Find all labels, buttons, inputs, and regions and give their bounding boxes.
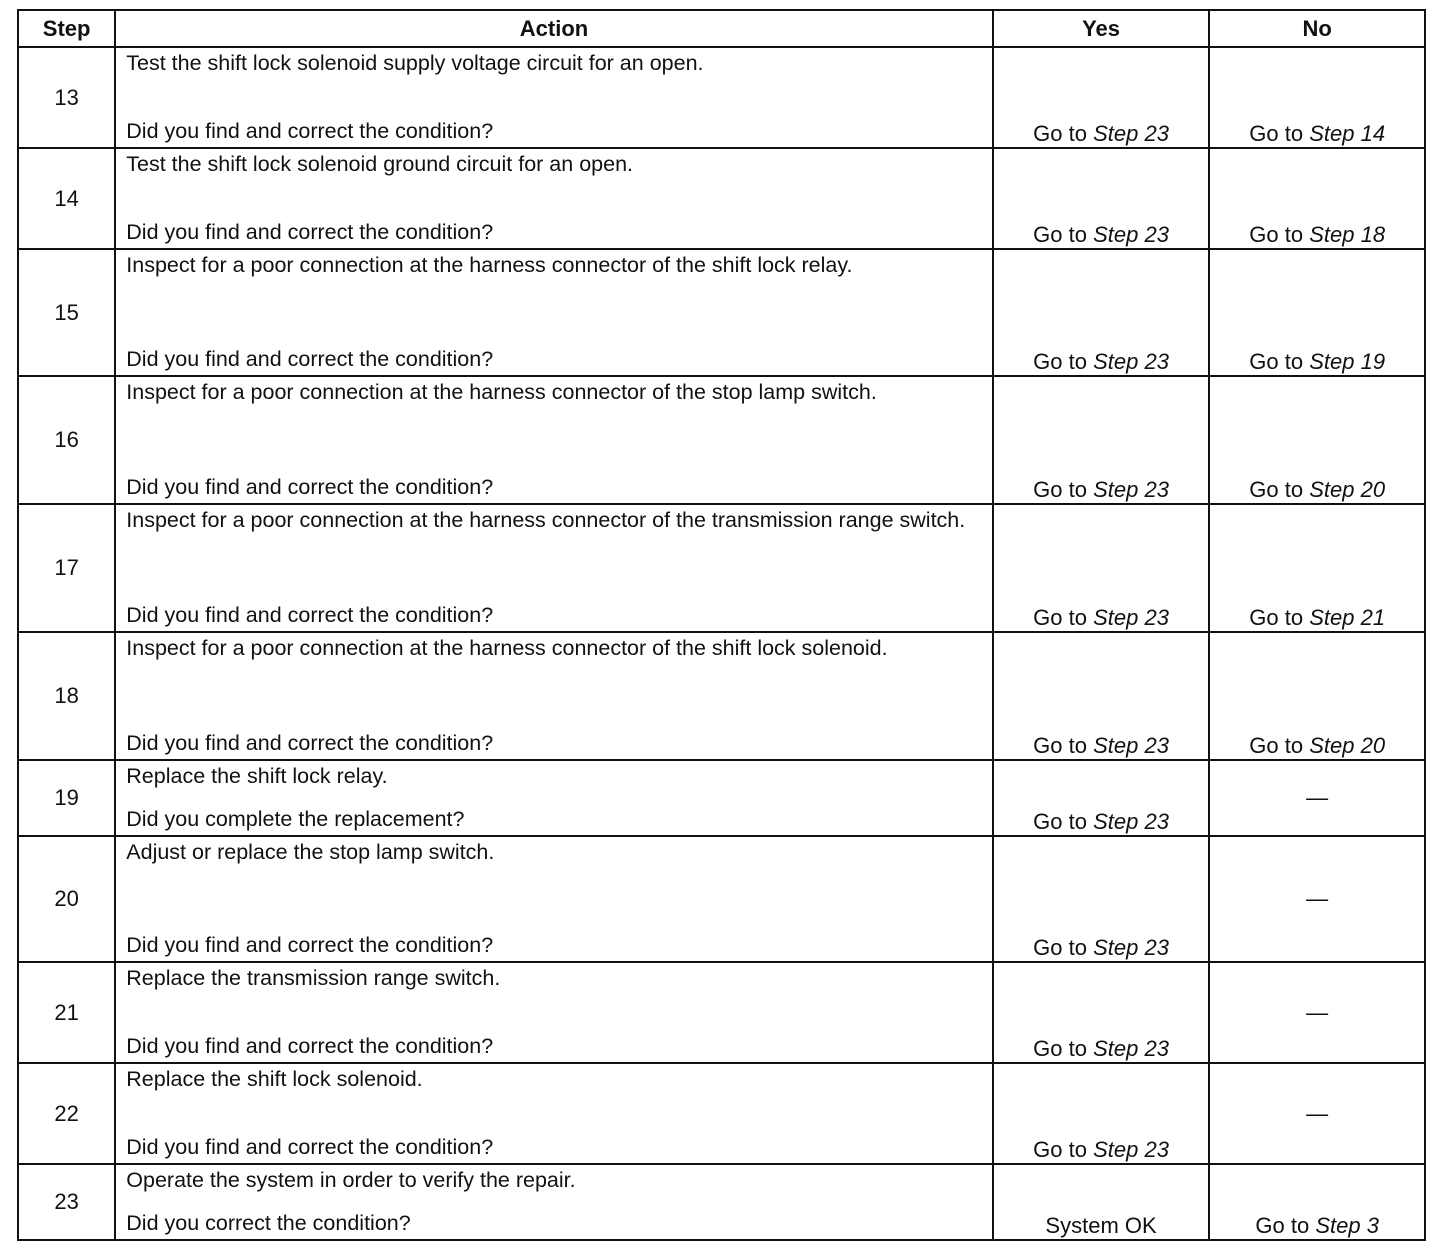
action-cell (115, 249, 992, 376)
action-content (116, 149, 991, 248)
action-cell (115, 376, 992, 504)
table-row (18, 760, 1425, 836)
yes-step-ref: Step 23 (1093, 1036, 1169, 1061)
yes-step-ref: Step 23 (1093, 605, 1169, 630)
action-cell (115, 962, 992, 1063)
action-text: Replace the shift lock solenoid. (126, 1067, 423, 1091)
action-question: Did you find and correct the condition? (126, 220, 494, 244)
yes-result (993, 760, 1210, 836)
goto-prefix: Go to (1255, 1213, 1316, 1238)
diagnostic-table (17, 9, 1426, 1241)
goto-prefix: Go to (1033, 935, 1094, 960)
action-cell (115, 632, 992, 760)
yes-step-ref: Step 23 (1093, 1137, 1169, 1162)
no-result (1209, 504, 1425, 632)
yes-step-ref: Step 23 (1093, 349, 1169, 374)
action-cell (115, 836, 992, 962)
action-cell (115, 760, 992, 836)
action-content (116, 250, 991, 375)
action-question: Did you find and correct the condition? (126, 119, 494, 143)
no-step-ref: Step 3 (1315, 1213, 1379, 1238)
action-content (116, 377, 991, 503)
yes-step-ref: Step 23 (1093, 733, 1169, 758)
action-text: Operate the system in order to verify the repair. (126, 1168, 576, 1192)
action-text: Inspect for a poor connection at the harness connector of the shift lock solenoid. (126, 636, 888, 660)
yes-result (993, 962, 1210, 1063)
action-content (116, 963, 991, 1062)
goto-prefix: Go to (1033, 809, 1094, 834)
table-row (18, 962, 1425, 1063)
goto-prefix: Go to (1249, 222, 1310, 247)
goto-prefix: Go to (1249, 349, 1310, 374)
table-row (18, 47, 1425, 148)
action-cell (115, 47, 992, 148)
goto-prefix: Go to (1249, 121, 1310, 146)
action-cell (115, 1063, 992, 1164)
action-question: Did you find and correct the condition? (126, 475, 494, 499)
step-number: 19 (18, 760, 115, 836)
no-result (1209, 1164, 1425, 1240)
action-question: Did you find and correct the condition? (126, 1034, 494, 1058)
step-number: 14 (18, 148, 115, 249)
step-number: 23 (18, 1164, 115, 1240)
action-cell (115, 148, 992, 249)
dash-mark: — (1306, 1100, 1329, 1126)
yes-result (993, 1063, 1210, 1164)
goto-prefix: Go to (1033, 121, 1094, 146)
table-row (18, 148, 1425, 249)
goto-prefix: Go to (1249, 605, 1310, 630)
dash-mark: — (1306, 999, 1329, 1025)
yes-step-ref: Step 23 (1093, 477, 1169, 502)
no-result (1209, 760, 1425, 836)
no-step-ref: Step 14 (1309, 121, 1386, 146)
step-number: 15 (18, 249, 115, 376)
no-result (1209, 836, 1425, 962)
no-step-ref: Step 18 (1309, 222, 1386, 247)
goto-prefix: Go to (1033, 1036, 1094, 1061)
no-result (1209, 47, 1425, 148)
action-question: Did you find and correct the condition? (126, 603, 494, 627)
step-number: 21 (18, 962, 115, 1063)
action-content (116, 505, 991, 631)
action-content (116, 633, 991, 759)
table-row (18, 836, 1425, 962)
goto-prefix: Go to (1033, 222, 1094, 247)
action-content (116, 1064, 991, 1163)
yes-text: System OK (1045, 1213, 1157, 1238)
table-row (18, 376, 1425, 504)
no-step-ref: Step 20 (1309, 477, 1386, 502)
yes-result (993, 376, 1210, 504)
yes-step-ref: Step 23 (1093, 121, 1169, 146)
yes-step-ref: Step 23 (1093, 809, 1169, 834)
action-text: Inspect for a poor connection at the harness connector of the stop lamp switch. (126, 380, 877, 404)
action-text: Inspect for a poor connection at the harness connector of the shift lock relay. (126, 253, 853, 277)
step-number: 20 (18, 836, 115, 962)
action-content (116, 1165, 991, 1239)
goto-prefix: Go to (1033, 1137, 1094, 1162)
action-question: Did you correct the condition? (126, 1211, 411, 1235)
yes-step-ref: Step 23 (1093, 935, 1169, 960)
step-number: 16 (18, 376, 115, 504)
goto-prefix: Go to (1033, 605, 1094, 630)
table-row (18, 632, 1425, 760)
yes-result (993, 249, 1210, 376)
no-step-ref: Step 20 (1309, 733, 1386, 758)
action-cell (115, 1164, 992, 1240)
action-text: Replace the transmission range switch. (126, 966, 501, 990)
action-question: Did you find and correct the condition? (126, 933, 494, 957)
step-number: 22 (18, 1063, 115, 1164)
yes-result (993, 504, 1210, 632)
goto-prefix: Go to (1033, 349, 1094, 374)
action-text: Test the shift lock solenoid supply voltage circuit for an open. (126, 51, 704, 75)
goto-prefix: Go to (1033, 733, 1094, 758)
yes-result (993, 148, 1210, 249)
dash-mark: — (1306, 886, 1329, 911)
dash-mark: — (1306, 785, 1329, 810)
no-result (1209, 148, 1425, 249)
no-result (1209, 1063, 1425, 1164)
action-question: Did you complete the replacement? (126, 807, 465, 831)
yes-result (993, 632, 1210, 760)
header-action: Action (115, 10, 992, 47)
action-text: Inspect for a poor connection at the harness connector of the transmission range switch. (126, 508, 966, 532)
action-cell (115, 504, 992, 632)
action-question: Did you find and correct the condition? (126, 1135, 494, 1159)
table-row (18, 504, 1425, 632)
yes-result (993, 836, 1210, 962)
yes-result (993, 1164, 1210, 1240)
action-text: Test the shift lock solenoid ground circuit for an open. (126, 152, 633, 176)
no-result (1209, 249, 1425, 376)
no-result (1209, 376, 1425, 504)
no-step-ref: Step 21 (1309, 605, 1386, 630)
header-step: Step (18, 10, 115, 47)
step-number: 13 (18, 47, 115, 148)
action-question: Did you find and correct the condition? (126, 347, 494, 371)
no-step-ref: Step 19 (1309, 349, 1386, 374)
step-number: 18 (18, 632, 115, 760)
goto-prefix: Go to (1249, 477, 1310, 502)
goto-prefix: Go to (1033, 477, 1094, 502)
action-content (116, 48, 991, 147)
action-question: Did you find and correct the condition? (126, 731, 494, 755)
header-yes: Yes (993, 10, 1210, 47)
header-row (18, 10, 1425, 47)
goto-prefix: Go to (1249, 733, 1310, 758)
table-row (18, 249, 1425, 376)
action-text: Replace the shift lock relay. (126, 764, 388, 788)
table-row (18, 1164, 1425, 1240)
header-no: No (1209, 10, 1425, 47)
yes-result (993, 47, 1210, 148)
action-content (116, 761, 991, 835)
no-result (1209, 632, 1425, 760)
yes-step-ref: Step 23 (1093, 222, 1169, 247)
step-number: 17 (18, 504, 115, 632)
action-text: Adjust or replace the stop lamp switch. (126, 840, 495, 864)
table-row (18, 1063, 1425, 1164)
no-result (1209, 962, 1425, 1063)
action-content (116, 837, 991, 961)
